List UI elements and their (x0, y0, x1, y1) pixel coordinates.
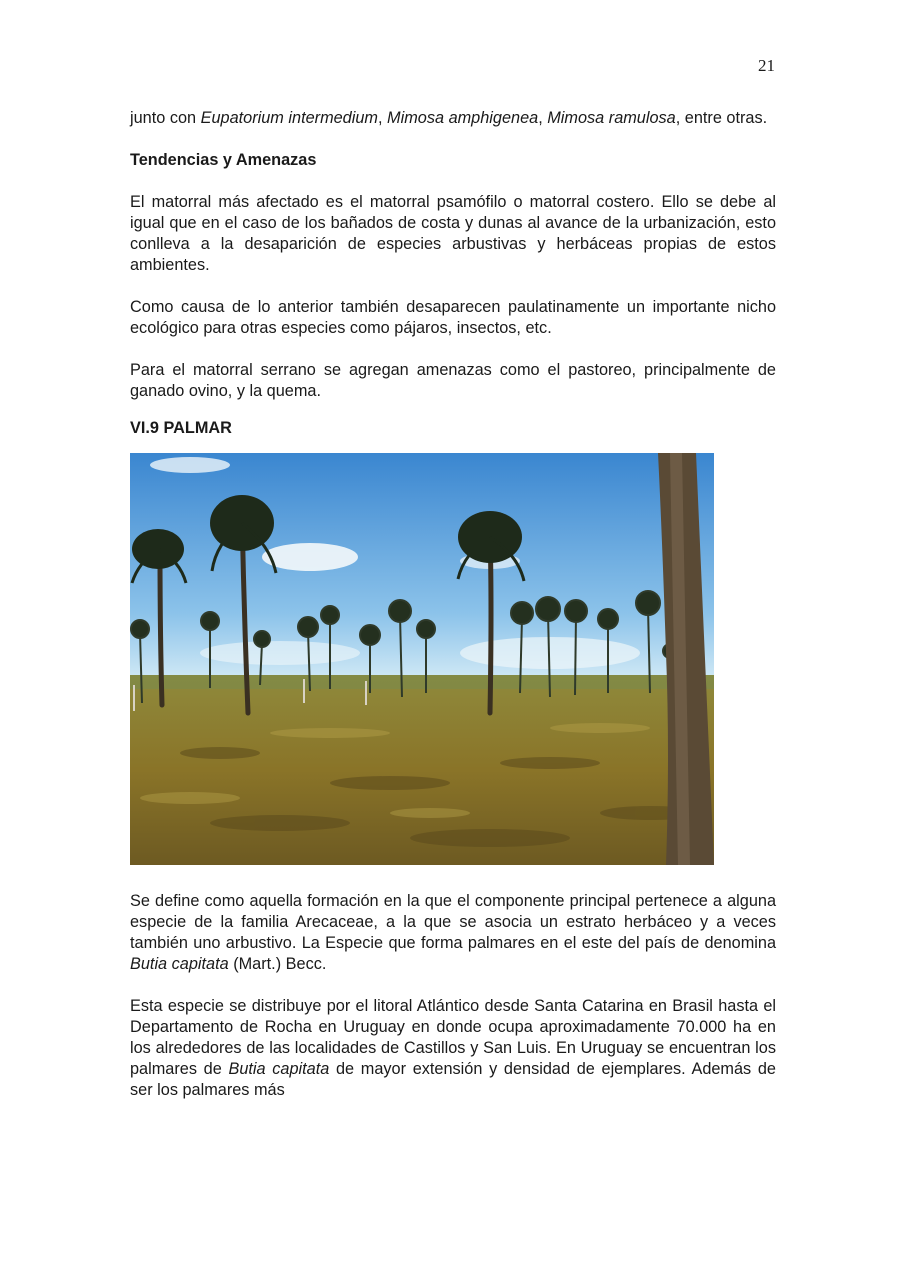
text-run: Esta especie se distribuye por el litoral Atlántico desde Santa Catarina en Brasil hasta el Departamento de Rocha en Uruguay en donde ocupa aproximadamente 70.000 ha en los alrededores de las localidades de Castillos y San Luis. En Uruguay se encuentran los palmares de (130, 997, 776, 1078)
text-run: , entre otras. (675, 109, 768, 127)
species-name: Mimosa amphigenea (387, 109, 539, 127)
paragraph-intro (130, 108, 776, 129)
text-run: , (377, 109, 388, 127)
species-name: Eupatorium intermedium (200, 109, 378, 127)
species-name: Mimosa ramulosa (547, 109, 676, 127)
palm-grove-photo (130, 453, 714, 865)
text-run: (Mart.) Becc. (228, 955, 327, 973)
paragraph-causa: Como causa de lo anterior también desaparecen paulatinamente un importante nicho ecológico para otras especies como pájaros, insectos, etc. (130, 298, 776, 337)
species-name: Butia capitata (228, 1060, 330, 1078)
page-number: 21 (758, 56, 775, 75)
text-run: Se define como aquella formación en la que el componente principal pertenece a alguna especie de la familia Arecaceae, a la que se asocia un estrato herbáceo y a veces también uno arbustivo. La Especie que forma palmares en el este del país de denomina (130, 892, 776, 952)
heading-palmar: VI.9 PALMAR (130, 419, 232, 437)
text-run: de mayor extensión y densidad de ejemplares. Además de ser los palmares más (130, 1060, 776, 1099)
page-body (130, 108, 776, 1101)
paragraph-definition (130, 891, 776, 975)
text-run: junto con (130, 109, 201, 127)
text-run: , (538, 109, 548, 127)
heading-tendencias: Tendencias y Amenazas (130, 151, 317, 169)
species-name: Butia capitata (130, 955, 229, 973)
paragraph-matorral-serrano: Para el matorral serrano se agregan amenazas como el pastoreo, principalmente de ganado ovino, y la quema. (130, 361, 776, 400)
paragraph-matorral-afectado: El matorral más afectado es el matorral psamófilo o matorral costero. Ello se debe al igual que en el caso de los bañados de costa y dunas al avance de la urbanización, esto conlleva a la desaparición de especies arbustivas y herbáceas propias de estos ambientes. (130, 193, 776, 274)
paragraph-distribution (130, 996, 776, 1101)
